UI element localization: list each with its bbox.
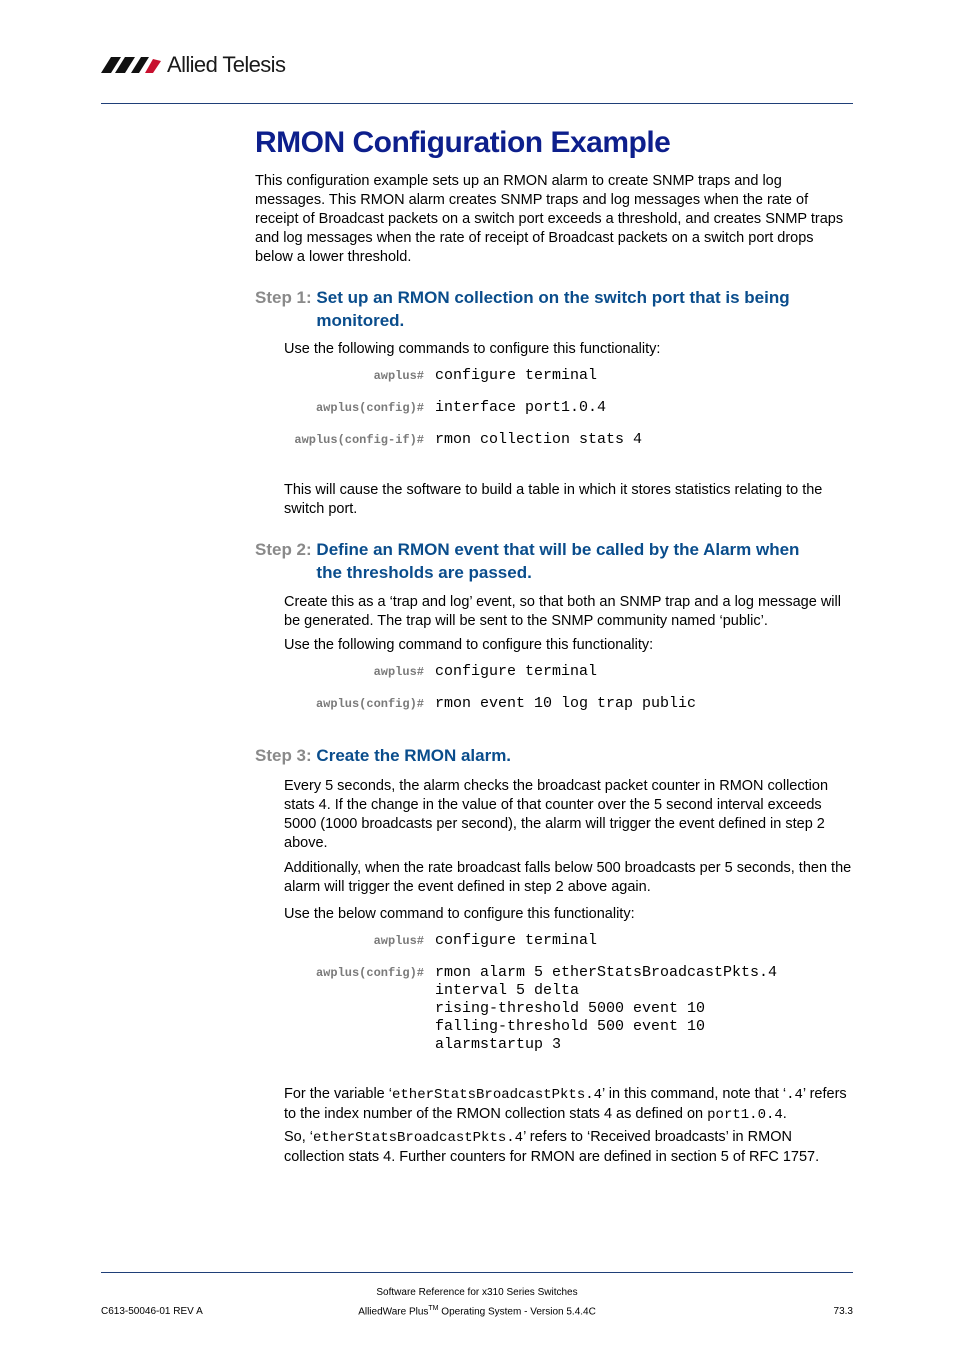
step-2-heading — [255, 538, 799, 584]
step-3-description: Every 5 seconds, the alarm checks the broadcast packet counter in RMON collection stats 4. If the change in the value of that counter over the 5 second interval exceeds 5000 (1000 broadcasts per second), the alarm will trigger the event defined in step 2 above. — [284, 778, 829, 851]
command-prompt: awplus(config-if)# — [294, 433, 424, 447]
step-2-instruction: Use the following command to configure this functionality: — [284, 637, 654, 653]
note-text: For the variable ‘ — [284, 1086, 392, 1102]
step-2-title-line1: Define an RMON event that will be called by the Alarm when — [316, 540, 800, 559]
step-1-instruction: Use the following commands to configure this functionality: — [284, 341, 661, 357]
step-1-title-line1: Set up an RMON collection on the switch port that is being — [316, 288, 790, 307]
step-3-additional: Additionally, when the rate broadcast falls below 500 broadcasts per 5 seconds, then the alarm will trigger the event defined in step 2 above again. — [284, 860, 852, 895]
command-line — [0, 695, 954, 715]
command-prompt: awplus(config)# — [315, 697, 424, 711]
command-prompt: awplus# — [373, 665, 424, 679]
command-text: rmon collection stats 4 — [435, 431, 643, 448]
command-prompt: awplus(config)# — [315, 401, 424, 415]
step-1-label: Step 1: — [255, 288, 312, 307]
command-line — [0, 932, 954, 952]
allied-telesis-logo-icon — [101, 55, 163, 75]
note-text: ’ in this command, note that ‘ — [602, 1086, 787, 1102]
intro-paragraph: This configuration example sets up an RMON alarm to create SNMP traps and log messages. This RMON alarm creates SNMP traps and log messages when the rate of receipt of Broadcast packets on a switch port exceeds a threshold, and creates SNMP traps and log messages when the rate of receipt of Broadcast packets on a switch port drops below a lower threshold. — [255, 173, 844, 265]
command-text: rmon alarm 5 etherStatsBroadcastPkts.4 interval 5 delta rising-threshold 5000 event 10 falling-threshold 500 event 10 alarmstartup 3 — [435, 964, 778, 1053]
allied-telesis-logo — [101, 50, 285, 80]
step-3-heading — [255, 744, 511, 767]
step-2-title — [316, 538, 799, 584]
header-rule — [101, 103, 853, 104]
command-prompt: awplus(config)# — [315, 966, 424, 980]
step-1-title-line2: monitored. — [316, 311, 405, 330]
command-text: configure terminal — [435, 932, 598, 949]
command-line — [0, 663, 954, 683]
footer-rule — [101, 1272, 853, 1273]
footer-os-version-text: Operating System - Version 5.4.4C — [438, 1306, 596, 1318]
note-code: etherStatsBroadcastPkts.4 — [392, 1087, 603, 1103]
step-3-note-summary — [284, 1128, 854, 1167]
step-1-explanation: This will cause the software to build a table in which it stores statistics relating to the switch port. — [284, 482, 823, 517]
note-text: So, ‘ — [284, 1129, 314, 1145]
step-3-label: Step 3: — [255, 746, 312, 765]
command-line — [0, 431, 954, 451]
step-3-instruction: Use the below command to configure this functionality: — [284, 906, 635, 922]
step-3-note-variable — [284, 1085, 854, 1125]
page-title: RMON Configuration Example — [255, 126, 671, 159]
step-2-label: Step 2: — [255, 540, 312, 559]
logo-wordmark: Allied Telesis — [167, 52, 286, 77]
command-prompt: awplus# — [373, 934, 424, 948]
command-line — [0, 399, 954, 419]
step-3-title: Create the RMON alarm. — [316, 746, 512, 765]
note-text: ’ refers to ‘Received broadcasts’ in RMON collection stats 4. Further counters for RMON are defined in section 5 of RFC 1757. — [284, 1129, 820, 1165]
note-text: . — [782, 1106, 787, 1122]
note-code: port1.0.4 — [707, 1107, 783, 1123]
command-text: interface port1.0.4 — [435, 399, 607, 416]
command-line — [0, 964, 954, 1060]
command-text: rmon event 10 log trap public — [435, 695, 697, 712]
document-id: C613-50046-01 REV A — [101, 1306, 203, 1317]
step-2-description: Create this as a ‘trap and log’ event, so that both an SNMP trap and a log message will be generated. The trap will be sent to the SNMP community named ‘public’. — [284, 594, 841, 629]
command-text: configure terminal — [435, 367, 598, 384]
note-code: etherStatsBroadcastPkts.4 — [313, 1130, 524, 1146]
step-2-title-line2: the thresholds are passed. — [316, 563, 532, 582]
command-line — [0, 367, 954, 387]
command-prompt: awplus# — [373, 369, 424, 383]
command-text: configure terminal — [435, 663, 598, 680]
note-code: .4 — [786, 1087, 803, 1103]
footer-os-version — [0, 1305, 954, 1317]
footer-book-title: Software Reference for x310 Series Switches — [376, 1287, 578, 1298]
step-1-heading — [255, 286, 790, 332]
footer-trademark: TM — [428, 1305, 439, 1312]
page-number: 73.3 — [833, 1306, 853, 1317]
step-1-title — [316, 286, 789, 332]
footer-os-name: AlliedWare Plus — [358, 1306, 429, 1318]
note-text: ’ refers to the index number of the RMON collection stats 4 as defined on — [284, 1086, 847, 1122]
